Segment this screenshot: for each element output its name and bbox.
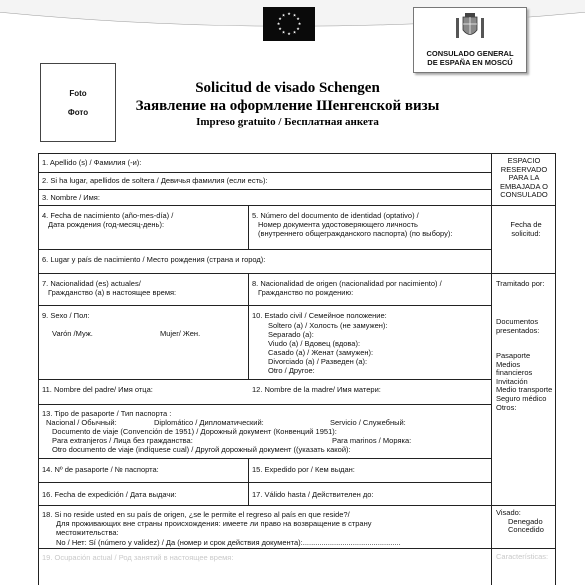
form-title bbox=[120, 80, 455, 129]
consulate-name-line1: CONSULADO GENERAL bbox=[426, 49, 514, 58]
passport-type-diplomatic[interactable]: Diplomático / Дипломатический: bbox=[154, 418, 264, 427]
row-line bbox=[38, 249, 492, 250]
field-5-label-ru-2: (внутреннего общегражданского паспорта) (по выбору): bbox=[258, 229, 453, 238]
processed-by: Tramitado por: bbox=[496, 279, 545, 288]
field-13-passport-type: 13. Tipo de pasaporte / Тип паспорта : bbox=[42, 409, 172, 418]
svg-text:★: ★ bbox=[287, 31, 291, 36]
consulate-emblem-box bbox=[413, 7, 527, 73]
row-line bbox=[38, 458, 492, 459]
visa-granted[interactable]: Concedido bbox=[508, 525, 544, 535]
field-14-passport-number[interactable]: 14. Nº de pasaporte / № паспорта: bbox=[42, 465, 159, 474]
doc-financial-line-1[interactable]: Medios bbox=[496, 359, 521, 369]
field-16-issue-date[interactable]: 16. Fecha de expedición / Дата выдачи: bbox=[42, 490, 177, 499]
field-7-label-ru: Гражданство (а) в настоящее время: bbox=[48, 288, 177, 297]
visa-characteristics: Características: bbox=[496, 552, 549, 561]
svg-text:★: ★ bbox=[287, 11, 291, 16]
row-line bbox=[38, 273, 556, 274]
docs-line-1: Documentos bbox=[496, 317, 539, 326]
field-2-maiden-name[interactable]: 2. Si ha lugar, apellidos de soltera / Девичья фамилия (если есть): bbox=[42, 176, 268, 185]
eu-flag-icon bbox=[263, 7, 315, 41]
docs-line-2: presentados: bbox=[496, 325, 540, 335]
doc-transport[interactable]: Medio transporte bbox=[496, 385, 553, 395]
civil-status-separated[interactable]: Separado (a): bbox=[268, 330, 314, 339]
row-line bbox=[38, 548, 556, 549]
reserved-line-4: EMBAJADA O bbox=[500, 181, 548, 191]
field-17-valid-until[interactable]: 17. Válido hasta / Действителен до: bbox=[252, 490, 374, 499]
field-8-label-ru: Гражданство по рождению: bbox=[258, 288, 354, 297]
col-line bbox=[248, 273, 249, 379]
svg-text:★: ★ bbox=[296, 26, 300, 31]
row-line bbox=[38, 482, 492, 483]
civil-status-married[interactable]: Casado (a) / Женат (замужен): bbox=[268, 348, 374, 357]
svg-text:★: ★ bbox=[281, 29, 286, 35]
field-7-label-es[interactable]: 7. Nacionalidad (es) actuales/ bbox=[42, 279, 141, 288]
col-line bbox=[248, 205, 249, 249]
reserved-line-5: CONSULADO bbox=[500, 190, 548, 200]
visa-denied[interactable]: Denegado bbox=[508, 516, 543, 526]
civil-status-divorced[interactable]: Divorciado (a) / Разведен (а): bbox=[268, 357, 368, 366]
field-15-issued-by[interactable]: 15. Expedido por / Кем выдан: bbox=[252, 465, 355, 474]
sidebar-divider bbox=[491, 153, 492, 585]
passport-type-travel-doc[interactable]: Documento de viaje (Convención de 1951) / Дорожный документ (Конвенций 1951): bbox=[52, 427, 337, 436]
reserved-line-2: RESERVADO bbox=[500, 164, 548, 174]
reserved-line-3: PARA LA bbox=[508, 173, 540, 183]
row-line bbox=[38, 379, 492, 380]
reserved-line-1: ESPACIO bbox=[507, 156, 541, 165]
passport-type-foreigners[interactable]: Para extranjeros / Лица без гражданства: bbox=[52, 436, 193, 445]
col-line bbox=[248, 458, 249, 505]
application-form bbox=[38, 153, 556, 585]
field-18-label-ru-2: местожительства: bbox=[56, 528, 119, 537]
fecha-line-2: solicitud: bbox=[511, 228, 541, 238]
field-6-birthplace[interactable]: 6. Lugar y país de nacimiento / Место рождения (страна и город): bbox=[42, 255, 266, 264]
row-line bbox=[38, 505, 556, 506]
visa-decision bbox=[496, 509, 544, 535]
title-es: Solicitud de visado Schengen bbox=[195, 80, 380, 96]
civil-status-other[interactable]: Otro / Другое: bbox=[268, 366, 315, 375]
field-5-label-es[interactable]: 5. Número del documento de identidad (optativo) / bbox=[252, 211, 419, 220]
application-date bbox=[498, 221, 554, 238]
svg-text:★: ★ bbox=[296, 16, 300, 21]
svg-text:★: ★ bbox=[278, 16, 282, 21]
field-1-surname[interactable]: 1. Apellido (s) / Фамилия (-и): bbox=[42, 158, 142, 167]
photo-box[interactable] bbox=[40, 63, 116, 142]
civil-status-single[interactable]: Soltero (a) / Холость (не замужен): bbox=[268, 321, 388, 330]
field-10-civil-status: 10. Estado civil / Семейное положение: bbox=[252, 311, 387, 320]
field-18-label-ru: Для проживающих вне страны происхождения: имеете ли право на возвращение в страну bbox=[56, 519, 372, 528]
svg-text:★: ★ bbox=[292, 12, 297, 18]
row-line bbox=[38, 404, 492, 405]
documents-list bbox=[496, 352, 552, 412]
field-4-label-es[interactable]: 4. Fecha de nacimiento (año-mes-día) / bbox=[42, 211, 174, 220]
visa-label: Visado: bbox=[496, 508, 521, 517]
row-line bbox=[38, 172, 492, 173]
field-8-label-es[interactable]: 8. Nacionalidad de origen (nacionalidad por nacimiento) / bbox=[252, 279, 442, 288]
passport-type-seamen[interactable]: Para marinos / Моряка: bbox=[332, 436, 412, 445]
field-19-occupation[interactable]: 19. Ocupación actual / Род занятий в настоящее время: bbox=[42, 553, 234, 562]
field-12-mother-name[interactable]: 12. Nombre de la madre/ Имя матери: bbox=[252, 385, 381, 394]
doc-insurance[interactable]: Seguro médico bbox=[496, 393, 547, 403]
photo-label-es: Foto bbox=[69, 89, 87, 98]
form-border-top bbox=[38, 153, 556, 154]
sex-option-female[interactable]: Mujer/ Жен. bbox=[160, 329, 201, 338]
passport-type-national[interactable]: Nacional / Обычный: bbox=[46, 418, 117, 427]
svg-text:★: ★ bbox=[278, 26, 282, 31]
row-line bbox=[38, 305, 492, 306]
title-ru: Заявление на оформление Шенгенской визы bbox=[135, 98, 440, 114]
field-5-label-ru: Номер документа удостоверяющего личность bbox=[258, 220, 418, 229]
subtitle: Impreso gratuito / Бесплатная анкета bbox=[196, 116, 379, 128]
doc-passport[interactable]: Pasaporte bbox=[496, 351, 531, 360]
svg-text:★: ★ bbox=[276, 21, 281, 26]
row-line bbox=[38, 205, 556, 206]
field-18-options[interactable]: No / Нет: Sí (número y validez) / Да (номер и срок действия документа):............................................... bbox=[56, 538, 401, 547]
consulate-name-line2: DE ESPAÑA EN MOSCÚ bbox=[427, 58, 513, 67]
doc-invitation[interactable]: Invitación bbox=[496, 376, 528, 386]
svg-text:★: ★ bbox=[292, 29, 297, 35]
form-border-right bbox=[555, 153, 556, 585]
svg-text:★: ★ bbox=[281, 12, 286, 18]
reserved-space-header bbox=[494, 157, 554, 200]
photo-label-ru: Фото bbox=[67, 108, 89, 117]
passport-type-other[interactable]: Otro documento de viaje (indíquese cual) / Другой дорожный документ ((указать какой): bbox=[52, 445, 351, 454]
field-3-first-name[interactable]: 3. Nombre / Имя: bbox=[42, 193, 100, 202]
form-border-left bbox=[38, 153, 39, 585]
doc-financial-line-2: financieros bbox=[496, 368, 533, 378]
spain-coat-of-arms-icon bbox=[452, 12, 488, 42]
sex-option-male[interactable]: Varón /Муж. bbox=[52, 329, 93, 338]
field-4-label-ru: Дата рождения (год-месяц-день): bbox=[48, 220, 165, 229]
field-9-sex: 9. Sexo / Пол: bbox=[42, 311, 90, 320]
civil-status-widowed[interactable]: Viudo (a) / Вдовец (вдова): bbox=[268, 339, 361, 348]
field-18-label-es: 18. Si no reside usted en su país de origen, ¿se le permite el regreso al país en que reside?/ bbox=[42, 510, 350, 519]
doc-others[interactable]: Otros: bbox=[496, 402, 517, 412]
fecha-line-1: Fecha de bbox=[510, 220, 542, 229]
documents-submitted bbox=[496, 318, 539, 335]
row-line bbox=[38, 189, 492, 190]
passport-type-service[interactable]: Servicio / Служебный: bbox=[330, 418, 406, 427]
field-11-father-name[interactable]: 11. Nombre del padre/ Имя отца: bbox=[42, 385, 153, 394]
svg-text:★: ★ bbox=[297, 21, 302, 26]
